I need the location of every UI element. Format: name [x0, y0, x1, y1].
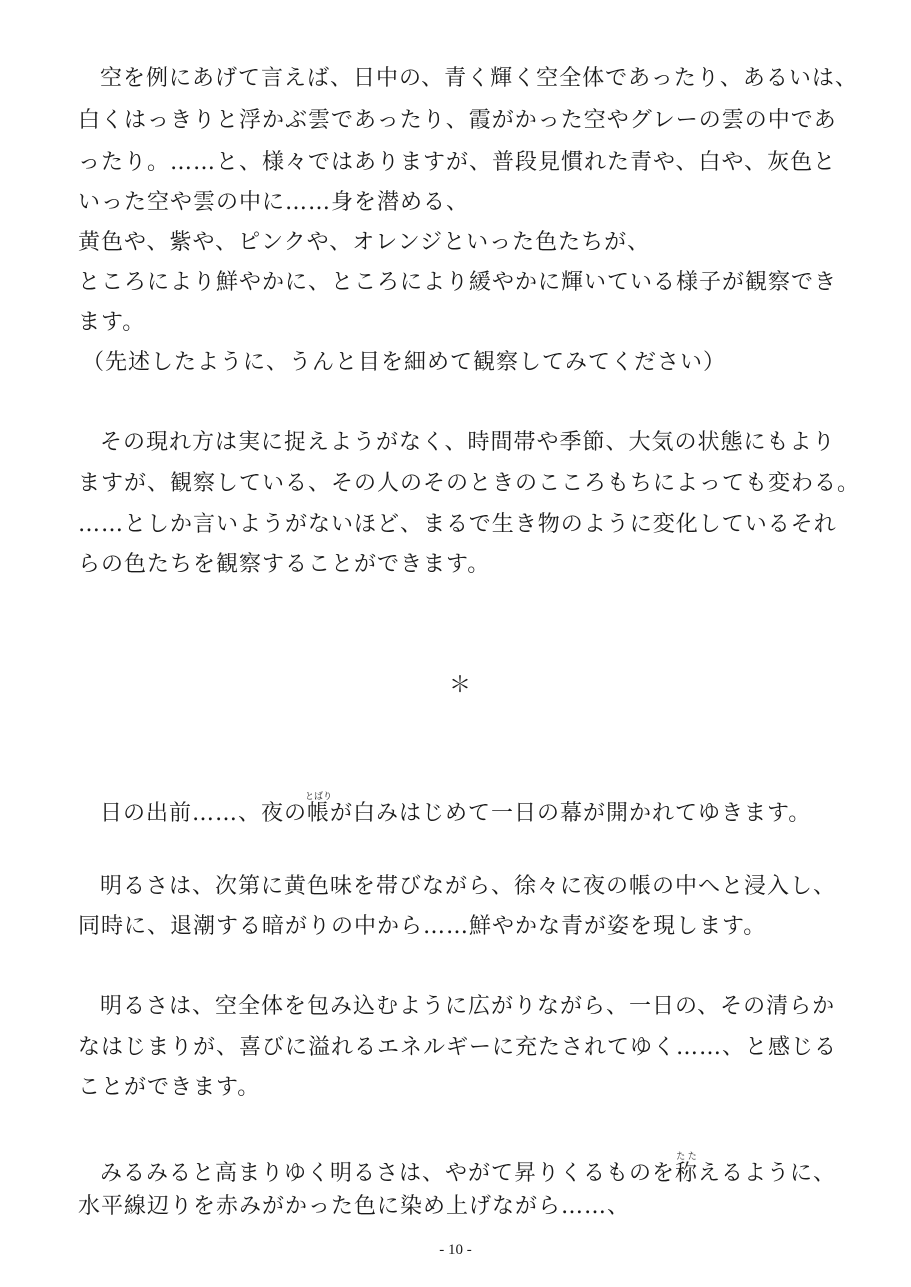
- paragraph-4-line-2: ますが、観察している、その人のそのときのこころもちによっても変わる。: [78, 471, 861, 496]
- paragraph-4-line-1: その現れ方は実に捉えようがなく、時間帯や季節、大気の状態にもより: [100, 430, 836, 455]
- paragraph-1-line-3: ったり。……と、様々ではありますが、普段見慣れた青や、白や、灰色と: [78, 150, 837, 175]
- paragraph-4-line-3: ……としか言いようがないほど、まるで生き物のように変化しているそれ: [78, 512, 837, 537]
- paragraph-8-text-a: みるみると高まりゆく明るさは、やがて昇りくるものを: [100, 1161, 676, 1186]
- paragraph-7-line-1: 明るさは、空全体を包み込むように広がりながら、一日の、その清らか: [100, 994, 836, 1019]
- paragraph-8-line-2: 水平線辺りを赤みがかった色に染め上げながら……、: [78, 1194, 631, 1219]
- ruby-tatae-reading: たた: [675, 1152, 699, 1162]
- ruby-tobari: [305, 792, 333, 826]
- paragraph-7-line-2: なはじまりが、喜びに溢れるエネルギーに充たされてゆく……、と感じる: [78, 1035, 838, 1060]
- ruby-tatae: [675, 1152, 699, 1186]
- paragraph-4-line-4: らの色たちを観察することができます。: [78, 552, 491, 577]
- paragraph-6-line-1: 明るさは、次第に黄色味を帯びながら、徐々に夜の帳の中へと浸入し、: [100, 874, 837, 899]
- paragraph-5-text-a: 日の出前……、夜の: [100, 801, 308, 826]
- paragraph-1-line-2: 白くはっきりと浮かぶ雲であったり、霞がかった空やグレーの雲の中であ: [78, 108, 837, 133]
- paragraph-6-line-2: 同時に、退潮する暗がりの中から……鮮やかな青が姿を現します。: [78, 914, 767, 939]
- paragraph-2-line-1: 黄色や、紫や、ピンクや、オレンジといった色たちが、: [78, 230, 651, 255]
- section-break-asterisk: ＊: [449, 673, 472, 698]
- paragraph-8-text-b: えるように、: [698, 1161, 837, 1186]
- ruby-tobari-reading: とばり: [305, 792, 333, 802]
- ruby-tatae-base: 称: [675, 1161, 699, 1186]
- paragraph-1-line-1: 空を例にあげて言えば、日中の、青く輝く空全体であったり、あるいは、: [100, 66, 858, 91]
- paragraph-5-line-1: [100, 792, 811, 829]
- paragraph-3-line-2: ます。: [78, 310, 146, 335]
- paragraph-3-line-1: ところにより鮮やかに、ところにより緩やかに輝いている様子が観察でき: [78, 270, 838, 295]
- paragraph-1-line-4: いった空や雲の中に……身を潜める、: [78, 190, 470, 215]
- parenthetical-note: （先述したように、うんと目を細めて観察してみてください）: [82, 350, 727, 375]
- paragraph-7-line-3: ことができます。: [78, 1075, 261, 1100]
- page-number: - 10 -: [439, 1242, 472, 1258]
- paragraph-5-text-b: が白みはじめて一日の幕が開かれてゆきます。: [330, 801, 812, 826]
- ruby-tobari-base: 帳: [305, 801, 333, 826]
- paragraph-8-line-1: [100, 1152, 836, 1189]
